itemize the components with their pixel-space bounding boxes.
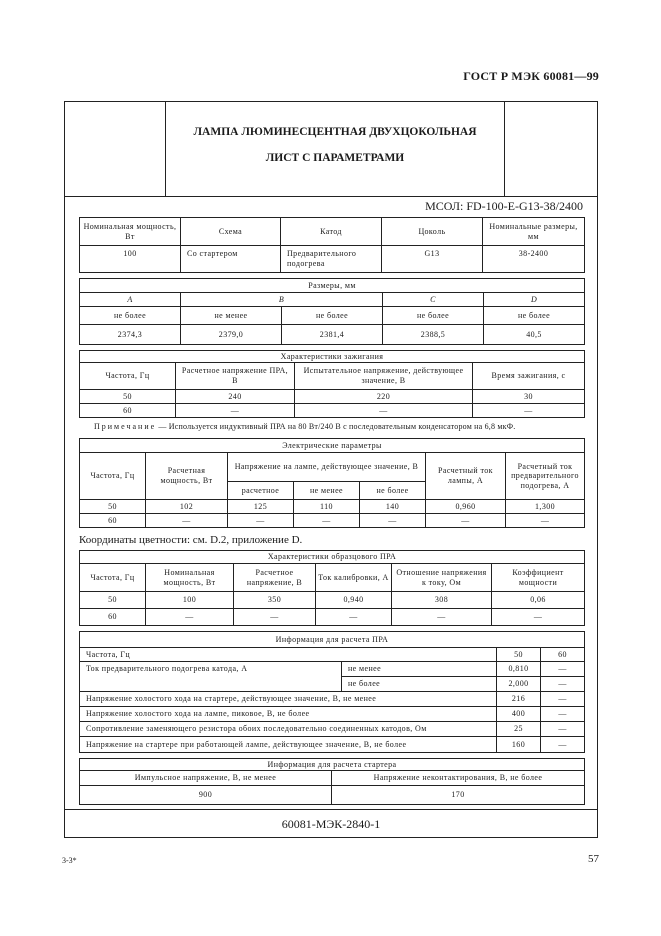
- value-cell: —: [316, 609, 392, 626]
- header-cell: Напряжение на лампе, действующее значение, В: [228, 453, 426, 482]
- condition-cell: не более: [342, 677, 497, 692]
- value-cell: 100: [146, 592, 234, 609]
- header-cell: Расчетное напряжение, В: [234, 564, 316, 592]
- value-cell: 60: [80, 404, 176, 418]
- electrical-table: [79, 438, 585, 528]
- limit-cell: не более: [282, 307, 383, 325]
- value-cell: 160: [497, 737, 541, 753]
- value-cell: 400: [497, 707, 541, 722]
- value-cell: 40,5: [484, 325, 585, 345]
- value-cell: 38-2400: [483, 246, 585, 273]
- limit-cell: не менее: [181, 307, 282, 325]
- value-cell: G13: [382, 246, 483, 273]
- value-cell: —: [294, 514, 360, 528]
- value-cell: 140: [360, 500, 426, 514]
- value-cell: 2379,0: [181, 325, 282, 345]
- footer-divider: [64, 809, 598, 810]
- sheet-subtitle: ЛИСТ С ПАРАМЕТРАМИ: [265, 152, 405, 164]
- value-cell: —: [360, 514, 426, 528]
- sub-header-cell: не более: [360, 482, 426, 500]
- dimension-letter: B: [181, 293, 383, 307]
- value-cell: 125: [228, 500, 294, 514]
- print-mark: 3-3*: [62, 856, 77, 865]
- value-cell: 2374,3: [80, 325, 181, 345]
- header-cell: Частота, Гц: [80, 363, 176, 390]
- table-title: Характеристики образцового ПРА: [80, 551, 585, 564]
- header-cell: Цоколь: [382, 218, 483, 246]
- limit-cell: не более: [484, 307, 585, 325]
- value-cell: 170: [332, 786, 585, 805]
- value-cell: 2381,4: [282, 325, 383, 345]
- sheet-title: ЛАМПА ЛЮМИНЕСЦЕНТНАЯ ДВУХЦОКОЛЬНАЯ: [193, 126, 477, 138]
- header-divider: [64, 196, 598, 197]
- header-cell: Частота, Гц: [80, 564, 146, 592]
- value-cell: 60: [80, 609, 146, 626]
- row-label: Напряжение на стартере при работающей лампе, действующее значение, В, не более: [80, 737, 497, 753]
- ignition-table: [79, 350, 585, 418]
- page-number: 57: [588, 853, 599, 865]
- value-cell: 216: [497, 692, 541, 707]
- value-cell: —: [426, 514, 506, 528]
- value-cell: —: [392, 609, 492, 626]
- row-label: Напряжение холостого хода на стартере, действующее значение, В, не менее: [80, 692, 497, 707]
- value-cell: 0,960: [426, 500, 506, 514]
- value-cell: —: [295, 404, 473, 418]
- limit-cell: не более: [80, 307, 181, 325]
- ignition-note: [94, 422, 515, 431]
- value-cell: 100: [80, 246, 181, 273]
- value-cell: 240: [176, 390, 295, 404]
- header-cell: Расчетный ток лампы, А: [426, 453, 506, 500]
- value-cell: 0,06: [492, 592, 585, 609]
- value-cell: —: [176, 404, 295, 418]
- header-cell: Номинальная мощность, Вт: [80, 218, 181, 246]
- table-title: Характеристики зажигания: [80, 351, 585, 363]
- value-cell: —: [146, 609, 234, 626]
- value-cell: 0,810: [497, 662, 541, 677]
- header-cell: Схема: [181, 218, 281, 246]
- value-cell: 60: [541, 648, 585, 662]
- value-cell: —: [541, 662, 585, 677]
- note-label: Примечание: [94, 422, 157, 431]
- value-cell: Предварительного подогрева: [281, 246, 382, 273]
- condition-cell: не менее: [342, 662, 497, 677]
- value-cell: 308: [392, 592, 492, 609]
- table-title: Информация для расчета стартера: [80, 759, 585, 771]
- value-cell: —: [541, 722, 585, 737]
- header-cell: Время зажигания, с: [473, 363, 585, 390]
- limit-cell: не более: [383, 307, 484, 325]
- value-cell: 25: [497, 722, 541, 737]
- value-cell: 50: [497, 648, 541, 662]
- reference-ballast-table: [79, 550, 585, 626]
- value-cell: Со стартером: [181, 246, 281, 273]
- header-cell: Отношение напряжения к току, Ом: [392, 564, 492, 592]
- row-label: Напряжение холостого хода на лампе, пиковое, В, не более: [80, 707, 497, 722]
- table-title: Размеры, мм: [80, 279, 585, 293]
- header-cell: Импульсное напряжение, В, не менее: [80, 771, 332, 786]
- value-cell: —: [146, 514, 228, 528]
- dimension-letter: D: [484, 293, 585, 307]
- header-cell: Напряжение неконтактирования, В, не более: [332, 771, 585, 786]
- header-right-cell: [504, 101, 598, 197]
- chromaticity-note: Координаты цветности: см. D.2, приложение D.: [79, 534, 303, 546]
- mcol-code: МСОЛ: FD-100-E-G13-38/2400: [425, 199, 583, 213]
- value-cell: 50: [80, 592, 146, 609]
- row-label: Сопротивление заменяющего резистора обоих последовательно соединенных катодов, Ом: [80, 722, 497, 737]
- row-label: Частота, Гц: [80, 648, 497, 662]
- general-table: [79, 217, 585, 273]
- value-cell: —: [541, 677, 585, 692]
- value-cell: —: [228, 514, 294, 528]
- standard-designation: ГОСТ Р МЭК 60081—99: [463, 69, 599, 83]
- value-cell: 2,000: [497, 677, 541, 692]
- header-cell: Расчетное напряжение ПРА, В: [176, 363, 295, 390]
- header-cell: Коэффициент мощности: [492, 564, 585, 592]
- value-cell: 0,940: [316, 592, 392, 609]
- value-cell: 50: [80, 500, 146, 514]
- header-cell: Ток калибровки, А: [316, 564, 392, 592]
- row-label: Ток предварительного подогрева катода, А: [80, 662, 342, 692]
- value-cell: —: [473, 404, 585, 418]
- value-cell: 50: [80, 390, 176, 404]
- value-cell: 350: [234, 592, 316, 609]
- table-title: Электрические параметры: [80, 439, 585, 453]
- header-cell: Частота, Гц: [80, 453, 146, 500]
- header-cell: Номинальная мощность, Вт: [146, 564, 234, 592]
- value-cell: 110: [294, 500, 360, 514]
- header-cell: Катод: [281, 218, 382, 246]
- note-text: — Используется индуктивный ПРА на 80 Вт/240 В с последовательным конденсатором на 6,8 мкФ.: [158, 422, 516, 431]
- value-cell: 60: [80, 514, 146, 528]
- value-cell: —: [492, 609, 585, 626]
- table-title: Информация для расчета ПРА: [80, 632, 585, 648]
- header-cell: Номинальные размеры, мм: [483, 218, 585, 246]
- header-cell: Расчетный ток предварительного подогрева, А: [506, 453, 585, 500]
- value-cell: 220: [295, 390, 473, 404]
- value-cell: —: [541, 707, 585, 722]
- value-cell: —: [506, 514, 585, 528]
- header-cell: Испытательное напряжение, действующее значение, В: [295, 363, 473, 390]
- value-cell: 2388,5: [383, 325, 484, 345]
- ballast-info-table: [79, 631, 585, 753]
- header-cell: Расчетная мощность, Вт: [146, 453, 228, 500]
- starter-info-table: [79, 758, 585, 805]
- value-cell: 900: [80, 786, 332, 805]
- value-cell: 30: [473, 390, 585, 404]
- sub-header-cell: расчетное: [228, 482, 294, 500]
- header-left-cell: [64, 101, 166, 197]
- dimensions-table: [79, 278, 585, 345]
- dimension-letter: C: [383, 293, 484, 307]
- value-cell: 1,300: [506, 500, 585, 514]
- value-cell: 102: [146, 500, 228, 514]
- value-cell: —: [541, 692, 585, 707]
- value-cell: —: [234, 609, 316, 626]
- sub-header-cell: не менее: [294, 482, 360, 500]
- value-cell: —: [541, 737, 585, 753]
- dimension-letter: A: [80, 293, 181, 307]
- sheet-code: 60081-МЭК-2840-1: [281, 817, 381, 831]
